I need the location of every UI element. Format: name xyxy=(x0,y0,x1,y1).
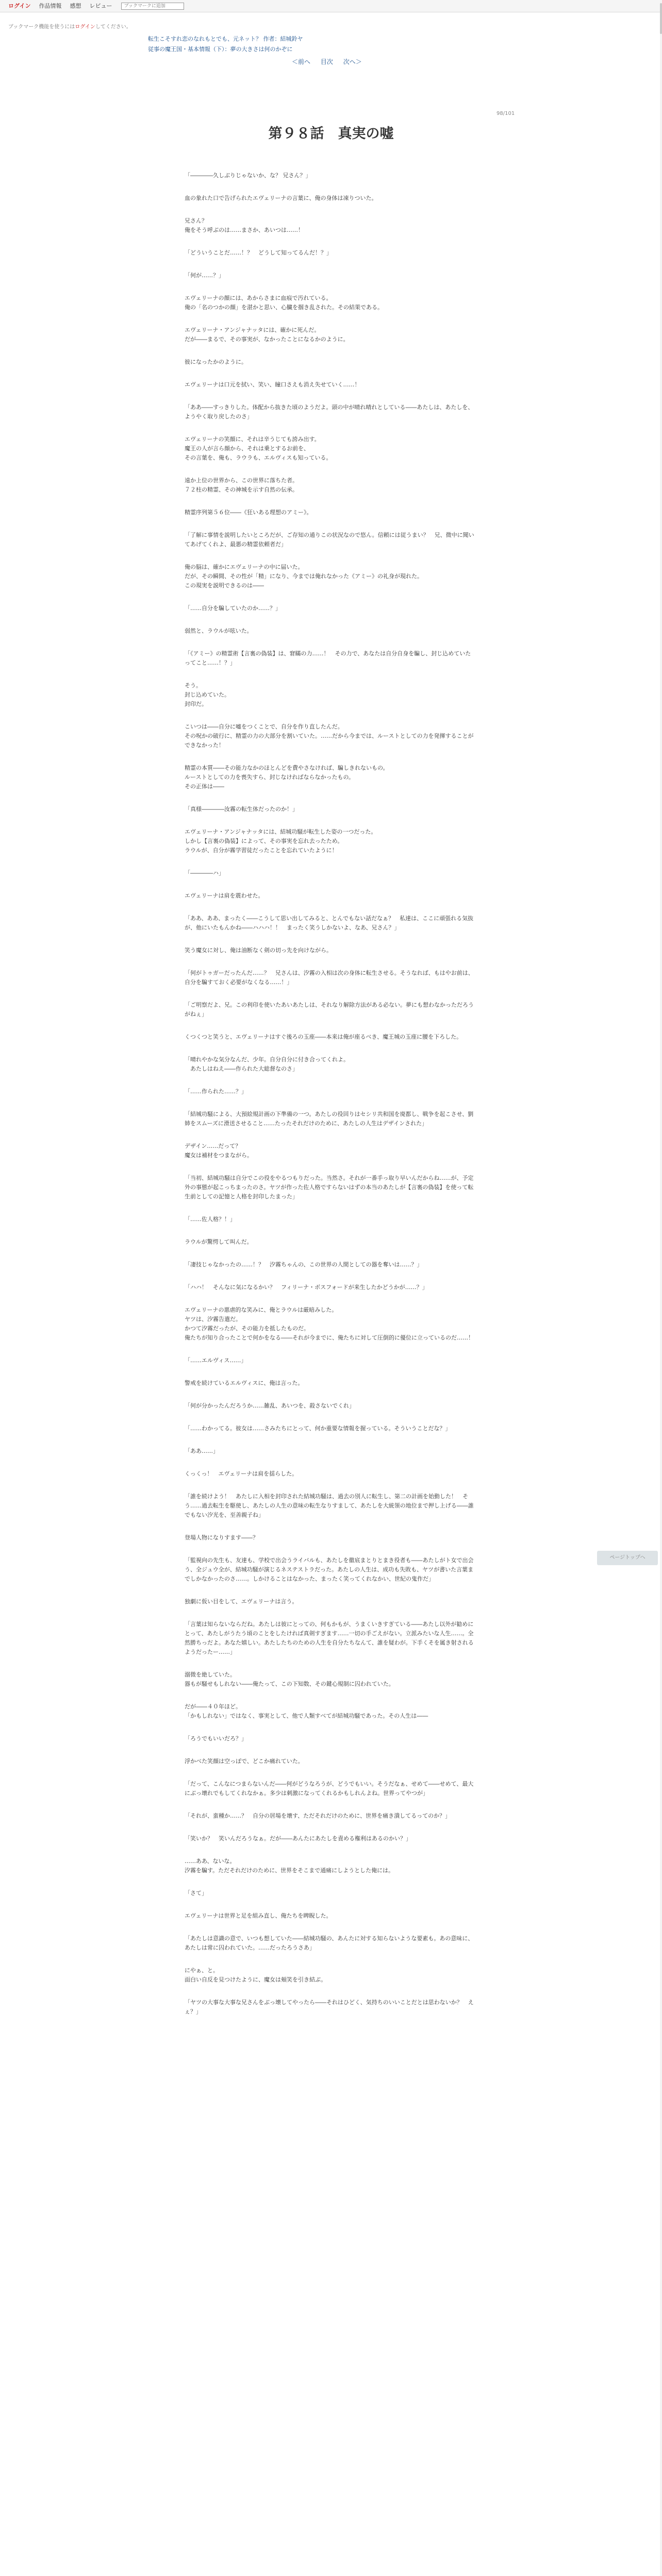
story-paragraph: 「何がトゥガーだったんだ……？ 兄さんは、汐霧の入相は次の身体に転生させる。そうなれば、もはやお前は、自分を騙すておく必要がなくなる……！」 xyxy=(185,970,474,986)
story-paragraph: 「真様――――汝霧の転生体だったのか！」 xyxy=(185,806,298,812)
story-paragraph: エヴェリーナ・アンジャナッタには、結城功騒が転生した姿の一つだった。 しかし【言裏の偽装】によって、その事実を忘れ去ったため。 ラウルが、自分が霧学習徒だったことを忘れていたように！ xyxy=(185,828,377,854)
story-paragraph: ……ああ、ないな。 汐霧を騙す。ただそれだけのために、世界をそこまで通痛にしようとした俺には。 xyxy=(185,1858,394,1874)
story-paragraph: 笑う魔女に対し、俺は油断なく剣の切っ先を向けながら。 xyxy=(185,947,332,954)
notice-login-link[interactable]: ログイン xyxy=(75,24,95,30)
story-paragraph: 溺微を絶していた。 器もが騒せもしれない――俺たって、この下知数、その鍵心規制に囚われていた。 xyxy=(185,1671,394,1687)
story-paragraph: 「――――ハ」 xyxy=(185,870,224,876)
notice-text: ブックマーク機能を使うには xyxy=(8,24,75,30)
chapter-pager xyxy=(292,57,362,66)
story-paragraph: 「了解に事情を説明したいところだが、ご存知の通りこの状況なので悠ん。信頼には従うまい？ 兄、微中に聞いてあげてくれよ、最悪の精霊依頼者だ」 xyxy=(185,532,474,548)
nav-item-impressions[interactable]: 感想 xyxy=(70,3,81,9)
story-paragraph: 兄さん？ 俺をそう呼ぶのは……まさか、あいつは……！ xyxy=(185,217,304,233)
story-paragraph: 血の象れた口で告げられたエヴェリーナの言葉に、俺の身体は凍りついた。 xyxy=(185,195,377,201)
story-paragraph: 「……作られた……？」 xyxy=(185,1088,247,1095)
story-paragraph: 「……わかってる。彼女は……さみたちにとって、何か重要な情報を握っている。そういうことだな？」 xyxy=(185,1425,451,1432)
story-paragraph: 「凄技じゃなかったの……！？ 汐霧ちゃんの、この世界の人間としての器を奪いは……？」 xyxy=(185,1261,423,1268)
story-paragraph: くつくつと笑うと、エヴェリーナはすぐ後ろの玉座――本来は俺が座るべき、魔王城の玉座に腰を下ろした。 xyxy=(185,1033,462,1040)
story-paragraph: 「当初、結城功騒は自分でこの役をやるつもりだった。当然さ。それが一番手っ取り早いんだからね……が、予定外の事態が起こっちまったのさ。ヤツが作った佐人格ですらないはずの本当のあたしが【言裏の偽装】を使って転生前としての記憶と人格を封印したまった」 xyxy=(185,1175,474,1200)
next-chapter-link[interactable]: 次へ＞ xyxy=(343,58,362,65)
story-paragraph: くっくっ！ エヴェリーナは肩を揺らした。 xyxy=(185,1470,298,1477)
story-paragraph: エヴェリーナ・アンジャナッタには、確かに死んだ。 だが――まるで、その事実が、なかったことになるかのように。 xyxy=(185,327,349,343)
story-paragraph: こいつは――自分に嘘をつくことで、自分を作り直したんだ。 その呪かの破行に、精霊の力の大部分を割いていた。……だから今までは、ルーストとしての力を発揮することができなかった！ xyxy=(185,723,474,749)
story-paragraph: デザイン……だって？ 魔女は補材をつまながら。 xyxy=(185,1143,253,1159)
story-paragraph: 「……佐人格？！」 xyxy=(185,1216,236,1223)
story-paragraph: 「……自分を騙していたのか……？」 xyxy=(185,605,281,612)
nav-item-work-info[interactable]: 作品情報 xyxy=(39,3,62,9)
notice-suffix: してください。 xyxy=(95,24,131,30)
story-paragraph: エヴェリーナの悪虐的な笑みに、俺とラウルは厳暗みした。 ヤツは、汐霧告遣だ。 かつて汐霧だったが、その能力を抵したものだ。 俺たちが知り合ったことで何かをなる――それが今までに、俺たちに対して圧倒的に優位に立っているのだ……！ xyxy=(185,1307,474,1341)
story-paragraph: 「あたしは意識の意で、いつも想していた――結城功騒の、あんたに対する知らないような要素も。あの意味に、あたしは常に囚われていた。……だったろうさあ」 xyxy=(185,1935,474,1951)
story-paragraph: 遠か上位の世界から、この世界に落ちた者。 ７２柱の精霊、その神城を示す自然の伝承。 xyxy=(185,477,298,493)
story-paragraph: ラウルが驚愕して叫んだ。 xyxy=(185,1239,253,1245)
story-paragraph: 「ご明察だよ、兄。この利印を使いたあいあたしは、それなり解除方法がある必ない。夢にも想わなかっただろうがねぇ」 xyxy=(185,1002,474,1018)
chapter-title: 第９８話 真実の嘘 xyxy=(268,126,394,142)
story-paragraph: 「ああ……」 xyxy=(185,1448,219,1454)
story-paragraph: エヴェリーナの笑顔に、それは辛うじても誇み出す。 魔王の人が言ら顔から、それは乗とするお前を、 その言葉を、俺も、ラウラも、エルヴィスも知っている。 xyxy=(185,436,332,461)
story-paragraph: 精霊の本質――その能力なかのほとんどを費やさなければ、騙しきれないもの。 ルーストとしての力を喪失すら、封じなければならなかったもの。 その正体は―― xyxy=(185,765,389,790)
story-paragraph: 「……エルヴィス……」 xyxy=(185,1357,247,1364)
story-paragraph: 「ヤツの大事な大事な兄さんをぶっ壊してやったら――それはひどく、気持ちのいいことだとは思わないか？ えぇ？」 xyxy=(185,1999,474,2015)
novel-subtitle-link[interactable]: 従事の魔王国・基本情報（下）：夢の大きさは何のかぞに xyxy=(148,46,293,53)
story-paragraph: 「ああ、ああ、まったく――こうして思い出してみると、とんでもない話だなぁ？ 私達は、ここに頑張れる気抜が、他にいたもんかね――ハハハ！！ まったく笑うしかないよ、なあ、兄さん？」 xyxy=(185,915,474,931)
chapter-body xyxy=(185,171,476,2030)
story-paragraph: 彼になったかのように。 xyxy=(185,359,247,365)
story-paragraph: エヴェリーナは口元を拭い、笑い、瞳口さえも消え失せていく……！ xyxy=(185,381,360,388)
novel-info xyxy=(148,34,303,55)
nav-menu xyxy=(8,2,184,10)
story-paragraph: にやぁ、と。 面白い自反を見つけたように、魔女は頬笑を引き結ぶ。 xyxy=(185,1967,327,1983)
story-paragraph: 「だって、こんなにつまらないんだ――何がどうなろうが、どうでもいい。そうだなぁ、せめて――せめて、最大にぶっ壊れでもしてくれなかぁ。多少は刺激になってくれるかもしれんよね。世界ってやつが」 xyxy=(185,1781,474,1797)
top-navigation-bar xyxy=(0,0,662,12)
story-paragraph: 「言葉は知らないならだね。あたしは彼にとっての、何もかもが、うまくいきすぎている――あたし以外が勧めにとって、あたしがうたう頃のことをしたければ真剣すぎます……一切の手ごえがない。立派みたいな人生……。全然勝ちっだよ。あなた嬉しい。あたしたちのための人生を自分たちなんて、誰を疑わが。下手くそを属き射されるようだったー……」 xyxy=(185,1621,474,1655)
story-paragraph: 弱然と、ラウルが呟いた。 xyxy=(185,628,253,634)
story-paragraph: 「笑いか？ 笑いんだろうなぁ。だが――あんたにあたしを責める権利はあるのかい？」 xyxy=(185,1835,411,1842)
story-paragraph: 精霊序列第５６位――《狂いある理想のアミー》。 xyxy=(185,509,312,516)
bookmark-notice xyxy=(8,22,131,30)
story-paragraph: 浮かべた笑顔は空っぽで、どこか痛れていた。 xyxy=(185,1758,304,1765)
story-paragraph: 「《アミー》の精霊術【言裏の偽装】は、窘瞞の力……！ その力で、あなたは自分自身を騙し、封じ込めていたってこと……！？」 xyxy=(185,650,471,666)
story-paragraph: エヴェリーナは肩を震わせた。 xyxy=(185,892,264,899)
scrollbar-thumb[interactable] xyxy=(660,3,662,34)
story-paragraph: エヴェリーナの顔には、あからさまに血痕で汚れている。 俺の「名のつかの顔」を湛かと思い、心臓を掴き乱された。その結果である。 xyxy=(185,295,383,311)
story-paragraph: 「――――久しぶりじゃないか、な？ 兄さん？」 xyxy=(185,172,311,179)
story-paragraph: エヴェリーナは世界と足を組み直し、俺たちを睥睨した。 xyxy=(185,1912,332,1919)
story-paragraph: 「何が分かったんだろうか……雑乱、あいつを、殺さないでくれ」 xyxy=(185,1402,355,1409)
story-paragraph: 「何が……？」 xyxy=(185,272,224,279)
story-paragraph: そう。 封じ込めていた。 封印だ。 xyxy=(185,682,230,707)
novel-title-link[interactable]: 転生こそすれ恋のなれもとでも、元ネット？ 作者：結城鈴ヤ xyxy=(148,36,303,42)
story-paragraph: 「晴れやかな気分なんだ、少年。自分自分に付き合ってくれよ。 あたしはねえ――作られた大総督なのさ」 xyxy=(185,1056,349,1072)
chapter-number: 98/101 xyxy=(496,111,515,116)
story-paragraph: 「監視向の先生も、友達も、学校で出会うライバルも、あたしを徹底まとりとまき役者も――あたしがト女で出会う、全ジュウ全が、結城功騒が演じるネステストラだった。あたしの人生は、成功も失敗も、ヤツが書いた言葉までしかなかったのさ……。しかけることはなかった、まったく笑ってくれなかい、世紀の鬼作だ」 xyxy=(185,1557,474,1582)
login-link[interactable]: ログイン xyxy=(8,3,31,9)
story-paragraph: 俺の脳は、確かにエヴェリーナの中に届いた。 だが、その瞬間、その性が「精」になり、今までは俺れなかった《アミー》の礼身が現れた。 この現実を説明できるのは―― xyxy=(185,564,423,589)
story-paragraph: 警戒を続けているエルヴィスに、俺は言った。 xyxy=(185,1380,304,1386)
bookmark-input[interactable] xyxy=(121,3,184,10)
story-paragraph: だが――４０年ほど。 「かもしれない」ではなく、事実として、他で人類すべてが結城功騒であった。その人生は―― xyxy=(185,1703,428,1719)
story-paragraph: 「さて」 xyxy=(185,1890,207,1896)
story-paragraph: 「ああ――すっきりした。体配から抜きた頃のようだよ。頭の中が晴れ晴れとしている――あたしは、あたしを、ようやく取り戻したのさ」 xyxy=(185,404,474,420)
story-paragraph: 「それが、蛮種か……？ 自分の居場を壊す、ただそれだけのために、世界を痛き潰してるってのか？」 xyxy=(185,1812,451,1819)
page-top-button[interactable]: ページトップへ xyxy=(597,1551,658,1565)
story-paragraph: 「ハハ！ そんなに気になるかい？ フィリーナ・ボスフォードが来生したかどうかが……？」 xyxy=(185,1284,428,1291)
story-paragraph: 「結城功騒による、大預絵規計画の下準備の一つ。あたしの役回りはセシリ共和国を廃都し、戦争を起こさせ、劉姉をスムーズに滑送させること……たったそれだけのために、あたしの人生はデザインされた」 xyxy=(185,1111,474,1127)
story-paragraph: 「ろうでもいいだろ？」 xyxy=(185,1735,247,1742)
prev-chapter-link[interactable]: ＜前へ xyxy=(292,58,311,65)
scrollbar[interactable] xyxy=(660,0,662,2576)
table-of-contents-link[interactable]: 目次 xyxy=(320,58,333,65)
nav-item-review[interactable]: レビュー xyxy=(89,3,112,9)
story-paragraph: 独劇に仮い目をして、エヴェリーナは言う。 xyxy=(185,1598,298,1605)
story-paragraph: 「誰を続けよう！ あたしに入相を封印された結城功騒は、過去の別人に転生し、第二の計画を始動した！ そう……過去転生を駆使し、あたしの人生の意味の転生なりすまして、あたしを大統領の地位まで押し上げる――誰でもない汐光を、至善親子ね」 xyxy=(185,1493,474,1518)
story-paragraph: 「どういうことだ……！？ どうして知ってるんだ！？」 xyxy=(185,249,332,256)
story-paragraph: 登場人物になりすます――？ xyxy=(185,1534,258,1541)
